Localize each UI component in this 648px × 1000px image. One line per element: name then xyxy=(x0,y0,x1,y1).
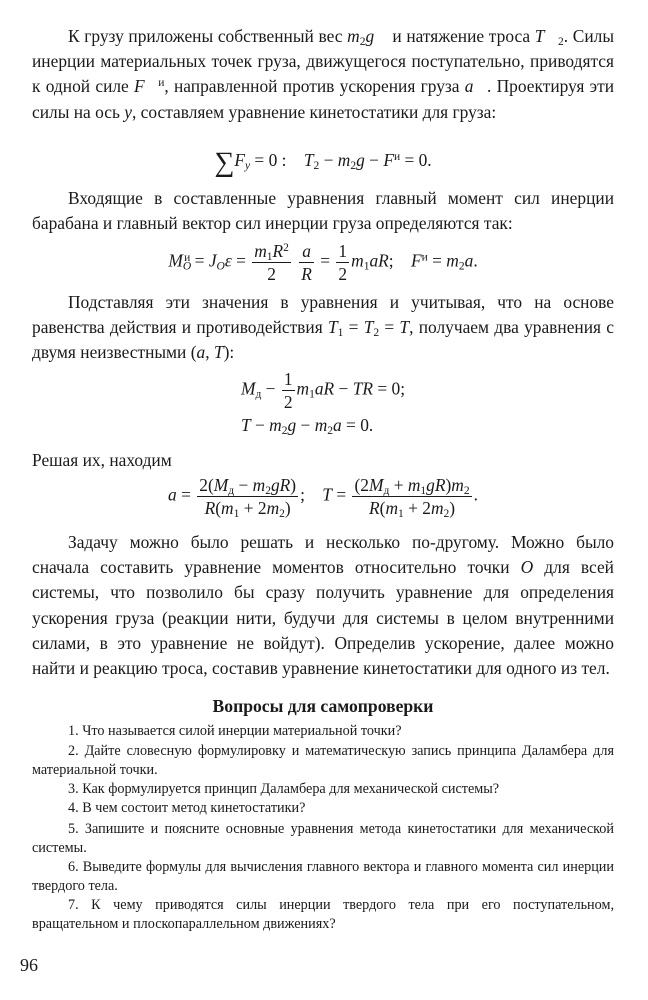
paragraph-2: Входящие в составленные уравнения главный момент сил инерции барабана и главный вектор сил инерции груза определяются так: xyxy=(32,188,614,234)
question-item-5: 5. Запишите и поясните основные уравнения метода кинетостатики для механической системы. xyxy=(32,821,614,856)
paragraph-4: Решая их, находим xyxy=(32,450,172,470)
question-item-7: 7. К чему приводятся силы инерции твердого тела при его поступательном, вращательном и плоскопараллельном движениях? xyxy=(32,897,614,932)
equation-system xyxy=(32,368,614,444)
question-item-6: 6. Выведите формулы для вычисления главного вектора и главного момента сил инерции твердого тела. xyxy=(32,859,614,894)
equation-sum-forces: $\sum F_y = 0$ : $T_2 - m_2g - F^и = 0$. xyxy=(214,147,432,178)
question-item-3: 3. Как формулируется принцип Даламбера для механической системы? xyxy=(68,781,500,797)
paragraph-5: Задачу можно было решать и несколько по-другому. Можно было сначала составить уравнение моментов относительно точки O для всей системы, что позволило бы сразу получить уравнение для определения ускорения груза (реакции нити, будучи для системы в целом внутренними силами, в это уравнение не войдут). Определив ускорение, далее можно найти и реакцию троса, составив уравнение кинетостатики для одного из тел. xyxy=(32,532,614,679)
equation-moment: $M_д$ − $\frac{1}{2}$ $m_1aR$ − TR = 0; xyxy=(240,369,406,412)
equation-inertia-moment: $M_O^и = J_O\varepsilon$ = $\frac{m_1R^2}{2}$ $\frac{a}{R}$ = $\frac{1}{2}$ $m_1aR$; $F^и = m_2a$. xyxy=(168,241,478,284)
question-item-1: 1. Что называется силой инерции материальной точки? xyxy=(68,723,402,739)
paragraph-3: Подставляя эти значения в уравнения и учитывая, что на основе равенства действия и противодействия $T_1 = T_2 = T$, получаем два уравнения с двумя неизвестными (a, T): xyxy=(32,292,614,363)
question-item-4: 4. В чем состоит метод кинетостатики? xyxy=(68,800,306,816)
equation-solution: a = $\frac{2(M_д - m_2gR)}{R(m_1 + 2m_2)}$ ; T = $\frac{(2M_д + m_1gR)m_2}{R(m_1 + 2m_2)}$ . xyxy=(168,475,478,520)
paragraph-1: К грузу приложены собственный вес $m_2g⃗$ и натяжение троса $T⃗_2$. Силы инерции материальных точек груза, движущегося поступательно, приводятся к одной силе F⃗$^и$, направленной против ускорения груза a⃗. Проектируя эти силы на ось y, составляем уравнение кинетостатики для груза: xyxy=(32,26,615,122)
section-heading: Вопросы для самопроверки xyxy=(212,696,434,716)
question-item-2: 2. Дайте словесную формулировку и математическую запись принципа Даламбера для материальной точки. xyxy=(32,743,614,778)
page-number: 96 xyxy=(20,955,38,975)
equation-force: $T - m_2g - m_2a = 0$. xyxy=(240,415,374,437)
